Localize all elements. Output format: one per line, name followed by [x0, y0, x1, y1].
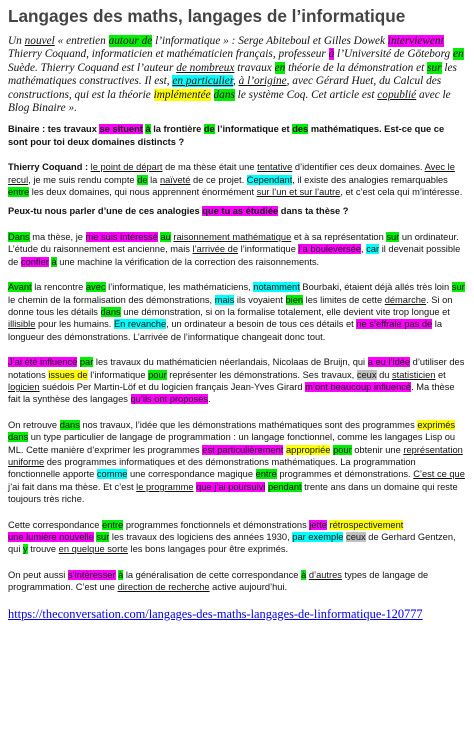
text-run: les bons langages pour être exprimés.	[127, 544, 289, 555]
highlighted-phrase: que j’ai poursuivi	[196, 481, 266, 492]
text-run: Cette correspondance	[8, 519, 103, 530]
text-run: et	[435, 369, 446, 380]
text-run: pour les humains.	[35, 319, 114, 330]
text-run: trouve	[27, 544, 59, 555]
highlighted-phrase: interviewent	[387, 35, 444, 47]
highlighted-phrase: des	[292, 124, 309, 135]
highlighted-phrase: Cependant	[246, 174, 293, 185]
highlighted-phrase: pour	[333, 444, 352, 455]
text-run: , avec Gérard Huet, du Calcul des constructions, qui est la théorie	[8, 75, 442, 101]
highlighted-phrase: a eu l’idée	[367, 357, 411, 368]
text-run: les limites de cette	[303, 294, 385, 305]
interview-answer	[8, 161, 466, 198]
highlighted-phrase: que tu as étudiée	[202, 206, 279, 217]
text-run: l’informatique, les mathématiciens,	[105, 282, 254, 293]
text-run: obtenir une	[351, 444, 404, 455]
highlighted-phrase: ceux	[356, 369, 377, 380]
text-run: dans ta thèse ?	[278, 206, 349, 217]
underlined-phrase: sur l’un et sur l’autre	[256, 187, 341, 198]
interview-answer	[8, 519, 466, 556]
interview-body	[8, 123, 466, 593]
text-run: le système Coq. Cet article est	[234, 88, 378, 101]
text-run: d’identifier ces deux domaines.	[292, 162, 425, 173]
text-run: active aujourd’hui.	[209, 582, 288, 593]
highlighted-phrase: dans	[8, 432, 29, 443]
underlined-phrase: l’arrivée de	[192, 244, 238, 255]
underlined-phrase: démarche	[384, 294, 427, 305]
highlighted-phrase: à	[328, 48, 335, 61]
text-run: programmes et démonstrations.	[276, 469, 414, 480]
highlighted-phrase: implémentée	[153, 88, 211, 101]
highlighted-phrase: exprimés	[417, 419, 456, 430]
highlighted-phrase: autour de	[108, 35, 153, 47]
text-run: ma thèse, je	[29, 231, 86, 242]
highlighted-phrase: ne s’effraie pas de	[356, 319, 433, 330]
highlighted-phrase: dans	[213, 88, 235, 101]
text-run: représenter les démonstrations. Ses travaux,	[166, 369, 357, 380]
highlighted-phrase: avec	[85, 282, 106, 293]
source-link[interactable]: https://theconversation.com/langages-des-maths-langages-de-linformatique-120777	[8, 606, 423, 621]
text-run: de ma thèse était une	[162, 162, 258, 173]
text-run: une machine la vérification de la correction des raisonnements.	[56, 256, 320, 267]
text-run: la	[147, 174, 160, 185]
highlighted-phrase: à	[51, 256, 57, 267]
highlighted-phrase: pour	[148, 369, 167, 380]
highlighted-phrase: à	[301, 569, 307, 580]
underlined-phrase: Avec le recul	[8, 162, 455, 185]
text-run: une correspondance magique	[127, 469, 256, 480]
highlighted-phrase: sur	[386, 231, 400, 242]
text-run: travaux	[234, 61, 275, 74]
highlighted-phrase: sur	[96, 532, 110, 542]
highlighted-phrase: l’a bouleversée	[298, 244, 362, 255]
text-run: les deux domaines, qui nous apprennent énormément	[29, 187, 257, 198]
text-run: mathématiques. Est-ce que ce sont pour toi deux domaines distincts ?	[8, 124, 445, 147]
highlighted-phrase: jette	[309, 519, 327, 530]
highlighted-phrase: par	[79, 357, 94, 368]
text-run: les travaux des logiciens des années 1930,	[109, 532, 293, 542]
underlined-phrase: d’autres	[308, 569, 342, 580]
highlighted-phrase: issues de	[48, 369, 88, 380]
text-run: Suède. Thierry Coquand est l’auteur	[8, 61, 177, 74]
underlined-phrase: statisticien	[392, 369, 436, 380]
underlined-phrase: logicien	[8, 381, 40, 392]
text-run: la frontière	[150, 124, 204, 135]
text-run: .	[208, 394, 211, 405]
highlighted-phrase: bien	[285, 294, 304, 305]
text-run: « entretien	[54, 35, 109, 47]
text-run: Peux-tu nous parler d’une de ces analogies	[8, 206, 203, 217]
highlighted-phrase: appropriée	[286, 444, 331, 455]
underlined-phrase: nouvel	[24, 35, 55, 47]
text-run: . Si on donne tous les détails	[8, 294, 453, 317]
text-run: et à sa représentation	[291, 231, 387, 242]
highlighted-phrase: rétrospectivement	[329, 519, 404, 530]
highlighted-phrase: au	[160, 231, 171, 242]
highlighted-phrase: de	[203, 124, 215, 135]
highlighted-phrase: par exemple	[292, 532, 344, 542]
highlighted-phrase: s’intéresser	[67, 569, 116, 580]
underlined-phrase: tentative	[257, 162, 293, 173]
highlighted-phrase: en particulier	[172, 75, 233, 88]
text-run: un type particulier de langage de programmation : un langage fonctionnel, comme les langages Lisp ou ML. Cette manière d’exprimer les programmes	[8, 432, 456, 455]
highlighted-phrase: une lumière nouvelle	[8, 532, 94, 542]
text-run: , je me suis rendu compte	[28, 174, 138, 185]
text-run: une démonstration, si on la formalise totalement, elle devient vite trop longue et	[120, 306, 450, 317]
article-title: Langages des maths, langages de l’informatique	[8, 6, 406, 26]
text-run: la rencontre	[31, 282, 86, 293]
text-run: , il existe des analogies remarquables	[292, 174, 448, 185]
highlighted-phrase: entre	[102, 519, 124, 530]
text-run: Binaire : tes travaux	[8, 124, 100, 135]
highlighted-phrase: comme	[96, 469, 128, 480]
highlighted-phrase: Dans	[8, 231, 30, 242]
highlighted-phrase: entre	[8, 187, 30, 198]
intro-paragraph	[8, 35, 466, 115]
interview-answer	[8, 356, 466, 406]
text-run: ,	[361, 244, 367, 255]
text-run: les mathématiques constructives. Il est,	[8, 61, 457, 88]
underlined-phrase: le programme	[136, 481, 194, 492]
text-run: nos travaux, l’idée que les démonstrations mathématiques sont des programmes	[79, 419, 418, 430]
highlighted-phrase: y	[23, 544, 28, 555]
highlighted-phrase: m’ont beaucoup influencé	[305, 381, 412, 392]
text-run: du	[376, 369, 393, 380]
text-run: . Ma thèse fait la synthèse des langages	[8, 381, 455, 405]
highlighted-phrase: J’ai été influencé	[8, 357, 78, 368]
underlined-phrase: le point de départ	[90, 162, 163, 173]
highlighted-phrase: notamment	[253, 282, 300, 293]
interview-question	[8, 205, 466, 217]
text-run: d’utiliser des notations	[8, 357, 465, 380]
underlined-phrase: copublié	[377, 88, 417, 101]
text-run: j’ai fait dans ma thèse. Et c’est	[8, 481, 137, 492]
text-run: avec le Blog Binaire ».	[8, 88, 451, 115]
underlined-phrase: naïveté	[159, 174, 191, 185]
underlined-phrase: direction de recherche	[117, 582, 210, 593]
text-run: l’Université de Göteborg	[334, 48, 454, 61]
text-run: un ordinateur. L’étude du raisonnement est ancienne, mais	[8, 231, 459, 255]
highlighted-phrase: me suis intéressé	[85, 231, 158, 242]
highlighted-phrase: sur	[427, 61, 442, 74]
highlighted-phrase: est particulièrement	[202, 444, 284, 455]
text-run: l’informatique et	[214, 124, 293, 135]
text-run: il devenait possible de	[8, 244, 461, 267]
text-run: théorie de la démonstration et	[285, 61, 428, 74]
text-run: des programmes informatiques et des démonstrations mathématiques. La programmation fonctionnelle apporte	[8, 456, 416, 480]
interview-question	[8, 123, 466, 148]
text-run: l’informatique	[238, 244, 299, 255]
text-run: Un	[8, 35, 25, 47]
underlined-phrase: C’est ce que	[413, 469, 465, 480]
highlighted-phrase: confier	[20, 256, 49, 267]
text-run: On retrouve	[8, 419, 60, 430]
highlighted-phrase: pendant	[267, 481, 302, 492]
highlighted-phrase: entre	[255, 469, 277, 480]
text-run: le chemin de la formalisation des démonstrations,	[8, 294, 215, 305]
text-run: ,	[232, 75, 239, 88]
text-run: les travaux du mathématicien néerlandais, Nicolaas de Bruijn, qui	[93, 357, 368, 368]
highlighted-phrase: se situent	[99, 124, 143, 135]
highlighted-phrase: sur	[451, 282, 465, 293]
text-run: la généralisation de cette correspondance	[123, 569, 302, 580]
text-run: programmes fonctionnels et démonstrations	[123, 519, 310, 530]
text-run: Bourbaki, étaient déjà allés très loin	[299, 282, 452, 293]
text-run: ils voyaient	[234, 294, 286, 305]
highlighted-phrase: car	[366, 244, 380, 255]
text-run: de ce projet.	[190, 174, 247, 185]
highlighted-phrase: Avant	[8, 282, 32, 293]
text-run: types de langage de programmation. C’est une	[8, 569, 429, 593]
text-run: l’informatique » : Serge Abiteboul et Gilles Dowek	[152, 35, 388, 47]
underlined-phrase: représentation uniforme	[8, 444, 463, 467]
text-run: , et c’est cela qui m’intéresse.	[340, 187, 463, 198]
underlined-phrase: illisible	[8, 319, 36, 330]
highlighted-phrase: En revanche	[113, 319, 167, 330]
interview-answer	[8, 419, 466, 506]
highlighted-phrase: dans	[59, 419, 80, 430]
underlined-phrase: à l’origine	[238, 75, 287, 88]
text-run: suédois Per Martin-Löf et du logicien français Jean-Yves Girard	[39, 381, 306, 392]
interview-answer	[8, 569, 466, 594]
highlighted-phrase: qu’ils ont proposés	[130, 394, 209, 405]
highlighted-phrase: de	[137, 174, 148, 185]
text-run: trente ans dans un domaine qui reste toujours très riche.	[8, 481, 458, 505]
interview-answer	[8, 281, 466, 343]
interview-answer	[8, 231, 466, 268]
highlighted-phrase: dans	[100, 306, 121, 317]
speaker-label: Thierry Coquand :	[8, 162, 91, 173]
highlighted-phrase: mais	[214, 294, 235, 305]
highlighted-phrase: à	[145, 124, 151, 135]
text-run: de Gerhard Gentzen, qui	[8, 532, 456, 555]
text-run: On peut aussi	[8, 569, 68, 580]
highlighted-phrase: ceux	[346, 532, 366, 542]
text-run: , un ordinateur a besoin de tous ces détails et	[166, 319, 357, 330]
text-run: la longueur des démonstrations. L’arrivée de l’informatique changeait donc tout.	[8, 319, 442, 342]
highlighted-phrase: à	[118, 569, 124, 580]
underlined-phrase: raisonnement mathématique	[173, 231, 292, 242]
underlined-phrase: de nombreux	[176, 61, 235, 74]
highlighted-phrase: en	[453, 48, 464, 61]
text-run: Thierry Coquand, informaticien et mathématicien français, professeur	[8, 48, 329, 61]
underlined-phrase: en quelque sorte	[58, 544, 128, 555]
highlighted-phrase: en	[274, 61, 286, 74]
text-run: l’informatique	[87, 369, 149, 380]
